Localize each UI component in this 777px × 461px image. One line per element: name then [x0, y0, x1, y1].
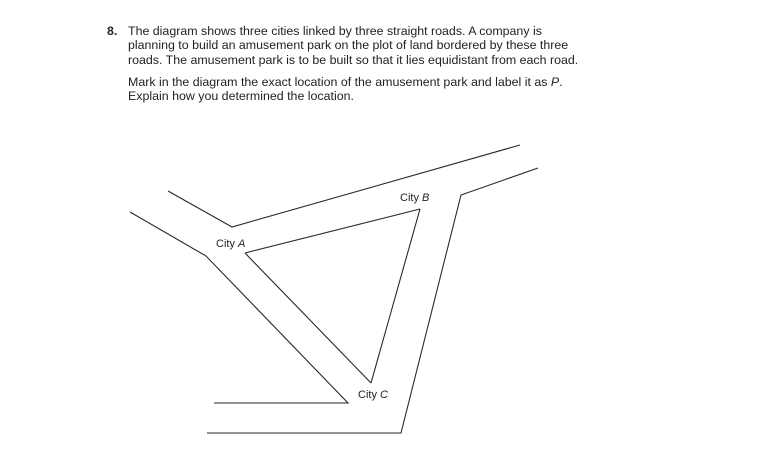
park-label-letter: P [550, 74, 560, 89]
instruction-text-end: . Explain how you determined the location. [128, 74, 563, 104]
question-paragraph-1: The diagram shows three cities linked by three straight roads. A company is planning to build an amusement park on the plot of land bordered by these three roads. The amusement park is to be built so that it lies equidistant from each road. [128, 24, 579, 67]
city-b-label [400, 192, 429, 204]
city-b-prefix: City [400, 192, 422, 204]
city-c-letter: C [380, 389, 388, 401]
road-c-to-a [245, 253, 371, 383]
road-b-to-c [371, 209, 420, 383]
city-c-prefix: City [358, 389, 380, 401]
city-b-letter: B [422, 192, 430, 204]
city-c-label [358, 389, 388, 401]
city-a-prefix: City [216, 238, 238, 250]
question-number: 8. [107, 24, 118, 38]
instruction-text-start: Mark in the diagram the exact location of the amusement park and label it as [128, 74, 551, 89]
city-a-letter: A [238, 238, 246, 250]
city-a-label [216, 238, 245, 250]
road-edge-outer-left [168, 145, 520, 227]
